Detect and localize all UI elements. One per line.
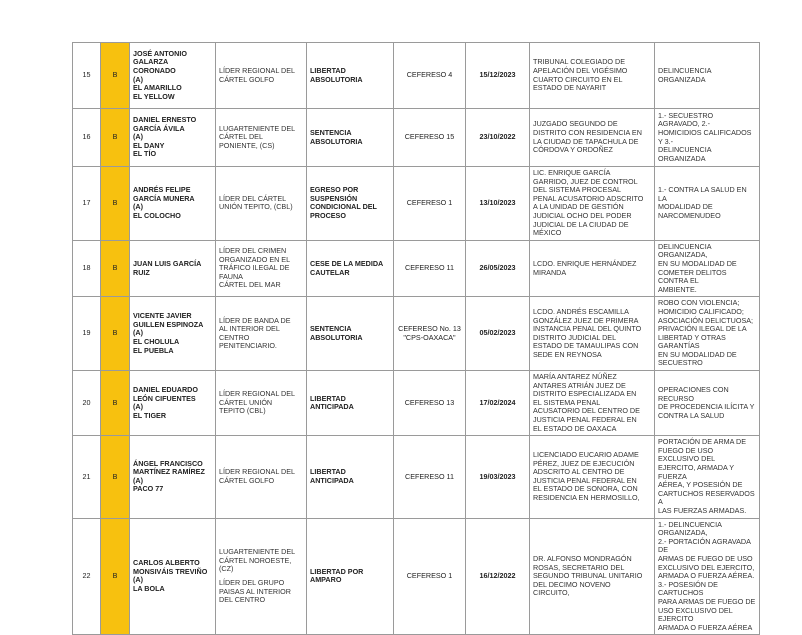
crime-description [655, 436, 760, 518]
row-number: 16 [73, 109, 101, 167]
crime-description-line: USO EXCLUSIVO DEL EJERCITO [658, 605, 733, 624]
person-name-line: DANIEL ERNESTO [133, 115, 197, 125]
table-row [73, 109, 760, 167]
person-name [130, 167, 216, 241]
person-name-line: EL TÍO [133, 149, 157, 159]
row-number: 22 [73, 518, 101, 635]
judicial-authority-line: DISTRITO CON RESIDENCIA EN [533, 127, 642, 137]
legal-situation-line: ANTICIPADA [310, 475, 354, 485]
criminal-role-line: LÍDER DEL GRUPO [219, 577, 285, 587]
person-name-line: CORONADO [133, 65, 176, 75]
table-row [73, 167, 760, 241]
level-badge: B [101, 240, 130, 297]
crime-description-line: FUEGO DE USO EXCLUSIVO DEL [658, 445, 716, 464]
judicial-authority [530, 43, 655, 109]
prison-name: CEFERESO 13 [394, 371, 466, 436]
crime-description [655, 297, 760, 371]
person-name-line: ANDRÉS FELIPE [133, 185, 191, 195]
judicial-authority-line: A LA UNIDAD DE GESTIÓN [533, 202, 624, 212]
level-badge: B [101, 518, 130, 635]
criminal-role-line: LUGARTENIENTE DEL [219, 123, 296, 133]
crime-description-line: PRIVACIÓN ILEGAL DE LA [658, 324, 747, 334]
level-badge: B [101, 109, 130, 167]
prison-name: CEFERESO 4 [394, 43, 466, 109]
prison-name: CEFERESO 1 [394, 167, 466, 241]
crime-description-line: SECUESTRO [658, 358, 703, 368]
records-table [72, 42, 760, 635]
crime-description-line: DELINCUENCIA ORGANIZADA [658, 145, 712, 163]
criminal-role-line: (CZ) [219, 564, 234, 574]
judicial-authority-line: CUARTO CIRCUITO EN EL [533, 74, 623, 84]
crime-description-line: ARMADA O FUERZA AÉREA [658, 622, 753, 632]
legal-situation-line: ABSOLUTORIA [310, 74, 363, 84]
person-name-line: DANIEL EDUARDO [133, 384, 198, 394]
criminal-role-line: UNIÓN TEPITO, (CBL) [219, 202, 293, 212]
legal-situation-line: SENTENCIA [310, 324, 352, 334]
row-number: 19 [73, 297, 101, 371]
judicial-authority-line: LCDO. ANDRÉS ESCAMILLA [533, 306, 629, 316]
criminal-role-line: CÁRTEL GOLFO [219, 74, 275, 84]
prison-name: CEFERESO No. 13 "CPS-OAXACA" [394, 297, 466, 371]
criminal-role-line: CÁRTEL GOLFO [219, 475, 275, 485]
judicial-authority-line: EL SISTEMA PENAL [533, 397, 601, 407]
person-name-line: EL CHOLULA [133, 336, 180, 346]
release-date: 05/02/2023 [466, 297, 530, 371]
crime-description-line: DELINCUENCIA ORGANIZADA, [658, 241, 712, 260]
judicial-authority-line: RESIDENCIA EN HERMOSILLO, [533, 493, 640, 503]
criminal-role-line: LÍDER DEL CÁRTEL [219, 193, 287, 203]
person-name-line: EL COLOCHO [133, 210, 181, 220]
judicial-authority [530, 436, 655, 518]
crime-description [655, 167, 760, 241]
judicial-authority-line: PENAL ACUSATORIO ADSCRITO [533, 193, 644, 203]
legal-situation [307, 240, 394, 297]
release-date: 13/10/2023 [466, 167, 530, 241]
crime-description-line: AÉREA, Y POSESIÓN DE [658, 480, 743, 490]
table-row [73, 371, 760, 436]
criminal-role-line: CÁRTEL DEL [219, 132, 263, 142]
crime-description-line: COMETER DELITOS CONTRA EL [658, 267, 727, 286]
person-name-line: PACO 77 [133, 484, 164, 494]
crime-description-line: PORTACIÓN DE ARMA DE [658, 437, 746, 447]
judicial-authority-line: ESTADO DE TAMAULIPAS CON [533, 341, 639, 351]
person-name-line: EL DANY [133, 140, 165, 150]
table-row [73, 518, 760, 635]
person-name-line: (A) [133, 132, 143, 142]
crime-description-line: OPERACIONES CON RECURSO [658, 384, 729, 403]
person-name [130, 518, 216, 635]
judicial-authority-line: EL ESTADO DE OAXACA [533, 423, 617, 433]
prison-name: CEFERESO 11 [394, 240, 466, 297]
crime-description-line: EN SU MODALIDAD DE [658, 258, 737, 268]
criminal-role [216, 240, 307, 297]
criminal-role [216, 109, 307, 167]
criminal-role-line: CÁRTEL UNIÓN [219, 397, 273, 407]
judicial-authority-line: DEL SISTEMA PROCESAL [533, 185, 622, 195]
person-name [130, 297, 216, 371]
prison-name: CEFERESO 1 [394, 518, 466, 635]
person-name-line: GARCÍA MUNERA [133, 193, 195, 203]
level-badge: B [101, 297, 130, 371]
crime-description-line: NARCOMENUDEO [658, 210, 721, 220]
criminal-role-line: TRÁFICO ILEGAL DE [219, 263, 290, 273]
level-badge: B [101, 43, 130, 109]
criminal-role-line: ORGANIZADO EN EL [219, 254, 291, 264]
crime-description-line: LAS FUERZAS ARMADAS. [658, 505, 747, 515]
person-name [130, 43, 216, 109]
person-name-line: (A) [133, 475, 143, 485]
judicial-authority [530, 371, 655, 436]
criminal-role [216, 167, 307, 241]
criminal-role [216, 371, 307, 436]
crime-description-line: EJERCITO, ARMADA Y FUERZA [658, 463, 734, 481]
legal-situation-line: LIBERTAD POR [310, 566, 364, 576]
person-name-line: JUAN LUIS GARCÍA [133, 258, 202, 268]
crime-description-line: PARA ARMAS DE FUEGO DE [658, 596, 756, 606]
crime-description-line: ARMADA O FUERZA AÉREA. [658, 571, 755, 581]
legal-situation [307, 436, 394, 518]
judicial-authority-line: SEGUNDO TRIBUNAL UNITARIO [533, 571, 643, 581]
criminal-role-line: CENTRO [219, 332, 250, 342]
legal-situation [307, 43, 394, 109]
judicial-authority-line: PÉREZ, JUEZ DE EJECUCIÓN [533, 458, 635, 468]
legal-situation-line: ABSOLUTORIA [310, 332, 363, 342]
person-name-line: EL PUEBLA [133, 345, 174, 355]
judicial-authority-line: JUDICIAL OCHO DEL PODER [533, 210, 632, 220]
legal-situation [307, 518, 394, 635]
judicial-authority-line: CÓRDOVA Y ORDOÑEZ [533, 145, 613, 155]
person-name-line: ÁNGEL FRANCISCO [133, 458, 203, 468]
crime-description-line: 3.- POSESIÓN DE CARTUCHOS [658, 579, 718, 598]
legal-situation-line: EGRESO POR [310, 185, 359, 195]
judicial-authority [530, 240, 655, 297]
person-name-line: CARLOS ALBERTO [133, 558, 200, 568]
person-name-line: (A) [133, 402, 143, 412]
person-name-line: VICENTE JAVIER [133, 311, 192, 321]
table-row [73, 436, 760, 518]
criminal-role [216, 518, 307, 635]
legal-situation [307, 109, 394, 167]
legal-situation-line: SENTENCIA [310, 127, 352, 137]
criminal-role-line: CÁRTEL DEL MAR [219, 280, 281, 290]
criminal-role-line: TEPITO (CBL) [219, 406, 266, 416]
release-date: 26/05/2023 [466, 240, 530, 297]
crime-description-line: ROBO CON VIOLENCIA; [658, 298, 740, 308]
crime-description-line: HOMICIDIO CALIFICADO; [658, 306, 744, 316]
person-name-line: LEÓN CIFUENTES [133, 393, 196, 403]
crime-description-line: CARTUCHOS RESERVADOS A [658, 488, 755, 507]
legal-situation-line: LIBERTAD [310, 65, 346, 75]
legal-situation-line: CAUTELAR [310, 267, 350, 277]
judicial-authority-line: TRIBUNAL COLEGIADO DE [533, 57, 625, 67]
legal-situation [307, 167, 394, 241]
criminal-role-line: DEL CENTRO [219, 595, 266, 605]
judicial-authority-line: MARÍA ANTAREZ NÚÑEZ [533, 372, 617, 382]
person-name [130, 109, 216, 167]
judicial-authority-line: SEDE EN REYNOSA [533, 349, 602, 359]
person-name-line: LA BOLA [133, 584, 165, 594]
judicial-authority [530, 518, 655, 635]
crime-description [655, 240, 760, 297]
legal-situation-line: CONDICIONAL DEL [310, 202, 377, 212]
person-name-line: GUILLEN ESPINOZA [133, 319, 204, 329]
criminal-role [216, 436, 307, 518]
judicial-authority-line: LCDO. ENRIQUE HERNÁNDEZ [533, 258, 637, 268]
row-number: 18 [73, 240, 101, 297]
criminal-role-line: LÍDER DEL CRIMEN [219, 246, 287, 256]
judicial-authority-line: EL ESTADO DE SONORA, CON [533, 484, 638, 494]
criminal-role [216, 43, 307, 109]
crime-description-line: EXCLUSIVO DEL EJERCITO, [658, 562, 755, 572]
crime-description-line: ASOCIACIÓN DELICTUOSA; [658, 315, 754, 325]
row-number: 17 [73, 167, 101, 241]
release-date: 16/12/2022 [466, 518, 530, 635]
crime-description-line: ORGANIZADA, [658, 528, 708, 538]
criminal-role-line: FAUNA [219, 271, 243, 281]
release-date: 23/10/2022 [466, 109, 530, 167]
legal-situation-line: CESE DE LA MEDIDA [310, 258, 384, 268]
crime-description-line: ARMAS DE FUEGO DE USO [658, 553, 753, 563]
legal-situation-line: SUSPENSIÓN [310, 193, 358, 203]
judicial-authority [530, 297, 655, 371]
legal-situation-line: LIBERTAD [310, 467, 346, 477]
judicial-authority-line: DISTRITO JUDICIAL DEL [533, 332, 617, 342]
crime-description-line: DE PROCEDENCIA ILÍCITA Y [658, 402, 755, 412]
level-badge: B [101, 167, 130, 241]
level-badge: B [101, 371, 130, 436]
legal-situation-line: ABSOLUTORIA [310, 136, 363, 146]
criminal-role-line: LÍDER REGIONAL DEL [219, 467, 296, 477]
table-row [73, 43, 760, 109]
judicial-authority-line: ANTARES ATRIÁN JUEZ DE [533, 380, 626, 390]
judicial-authority-line: JUZGADO SEGUNDO DE [533, 119, 618, 129]
row-number: 20 [73, 371, 101, 436]
judicial-authority-line: GONZÁLEZ JUEZ DE PRIMERA [533, 315, 639, 325]
judicial-authority-line: JUDICIAL DE LA CIUDAD DE [533, 219, 629, 229]
judicial-authority-line: APELACIÓN DEL VIGÉSIMO [533, 65, 628, 75]
criminal-role [216, 297, 307, 371]
criminal-role-line: LÍDER REGIONAL DEL [219, 389, 296, 399]
person-name-line: (A) [133, 202, 143, 212]
release-date: 17/02/2024 [466, 371, 530, 436]
judicial-authority-line: CIRCUITO, [533, 588, 570, 598]
judicial-authority-line: DISTRITO ESPECIALIZADA EN [533, 389, 637, 399]
judicial-authority-line: MÉXICO [533, 228, 562, 238]
crime-description-line: MODALIDAD DE [658, 202, 713, 212]
person-name-line: RUIZ [133, 267, 150, 277]
crime-description [655, 518, 760, 635]
crime-description-line: 1.- CONTRA LA SALUD EN LA [658, 185, 747, 203]
judicial-authority-line: ADSCRITO AL CENTRO DE [533, 467, 625, 477]
judicial-authority-line: LICENCIADO EUCARIO ADAME [533, 450, 639, 460]
row-number: 15 [73, 43, 101, 109]
criminal-role-line: PAISAS AL INTERIOR [219, 586, 291, 596]
criminal-role-line: LUGARTENIENTE DEL [219, 547, 296, 557]
judicial-authority-line: LIC. ENRIQUE GARCÍA [533, 168, 611, 177]
prison-name: CEFERESO 11 [394, 436, 466, 518]
crime-description-line: 1.- SECUESTRO AGRAVADO, 2.- [658, 110, 714, 129]
table-row [73, 297, 760, 371]
crime-description-line: CONTRA LA SALUD [658, 410, 725, 420]
release-date: 15/12/2023 [466, 43, 530, 109]
criminal-role-line: LÍDER REGIONAL DEL [219, 65, 296, 75]
legal-situation-line: ANTICIPADA [310, 402, 354, 412]
table-row [73, 240, 760, 297]
crime-description-line: EN SU MODALIDAD DE [658, 349, 737, 359]
person-name-line: EL YELLOW [133, 91, 175, 101]
judicial-authority-line: MIRANDA [533, 267, 567, 277]
crime-description-line: 2.- PORTACIÓN AGRAVADA DE [658, 536, 751, 555]
person-name-line: EL AMARILLO [133, 83, 182, 93]
crime-description-line: HOMICIDIOS CALIFICADOS Y 3.- [658, 127, 752, 146]
criminal-role-line: LÍDER DE BANDA DE [219, 315, 291, 325]
person-name-line: MONSIVÁIS TREVIÑO [133, 566, 208, 576]
table-body [73, 43, 760, 635]
judicial-authority-line: ACUSATORIO DEL CENTRO DE [533, 406, 640, 416]
crime-description-line: AMBIENTE. [658, 284, 697, 294]
person-name-line: GARCÍA ÁVILA [133, 123, 185, 133]
legal-situation [307, 297, 394, 371]
criminal-role-line: PONIENTE, (CS) [219, 140, 275, 150]
judicial-authority-line: LA CIUDAD DE TAPACHULA DE [533, 136, 639, 146]
person-name [130, 240, 216, 297]
person-name-line: MARTÍNEZ RAMÍREZ [133, 467, 205, 477]
person-name-line: GALARZA [133, 57, 169, 67]
person-name-line: (A) [133, 74, 143, 84]
legal-situation-line: PROCESO [310, 210, 346, 220]
person-name-line: JOSÉ ANTONIO [133, 48, 187, 58]
level-badge: B [101, 436, 130, 518]
crime-description [655, 109, 760, 167]
criminal-role-line: CÁRTEL NOROESTE, [219, 555, 292, 565]
person-name [130, 436, 216, 518]
criminal-role-line: AL INTERIOR DEL [219, 324, 280, 334]
release-date: 19/03/2023 [466, 436, 530, 518]
person-name-line: (A) [133, 328, 143, 338]
judicial-authority [530, 109, 655, 167]
crime-description [655, 371, 760, 436]
judicial-authority-line: GARRIDO, JUEZ DE CONTROL [533, 176, 638, 186]
judicial-authority-line: JUSTICIA PENAL FEDERAL EN [533, 475, 637, 485]
legal-situation [307, 371, 394, 436]
person-name [130, 371, 216, 436]
legal-situation-line: AMPARO [310, 575, 342, 585]
crime-description-line: LIBERTAD Y OTRAS GARANTÍAS [658, 332, 726, 351]
person-name-line: (A) [133, 575, 143, 585]
row-number: 21 [73, 436, 101, 518]
judicial-authority-line: ESTADO DE NAYARIT [533, 83, 607, 93]
prison-name: CEFERESO 15 [394, 109, 466, 167]
judicial-authority-line: DR. ALFONSO MONDRAGÓN [533, 553, 632, 563]
judicial-authority [530, 167, 655, 241]
judicial-authority-line: JUSTICIA PENAL FEDERAL EN [533, 415, 637, 425]
judicial-authority-line: ROSAS, SECRETARIO DEL [533, 562, 625, 572]
crime-description-line: 1.- DELINCUENCIA [658, 519, 722, 529]
judicial-authority-line: DEL DECIMO NOVENO [533, 579, 611, 589]
criminal-role-line: PENITENCIARIO. [219, 341, 277, 351]
crime-description [655, 43, 760, 109]
crime-description-line: DELINCUENCIA ORGANIZADA [658, 65, 712, 84]
judicial-authority-line: INSTANCIA PENAL DEL QUINTO [533, 324, 642, 334]
legal-situation-line: LIBERTAD [310, 393, 346, 403]
person-name-line: EL TIGER [133, 410, 167, 420]
